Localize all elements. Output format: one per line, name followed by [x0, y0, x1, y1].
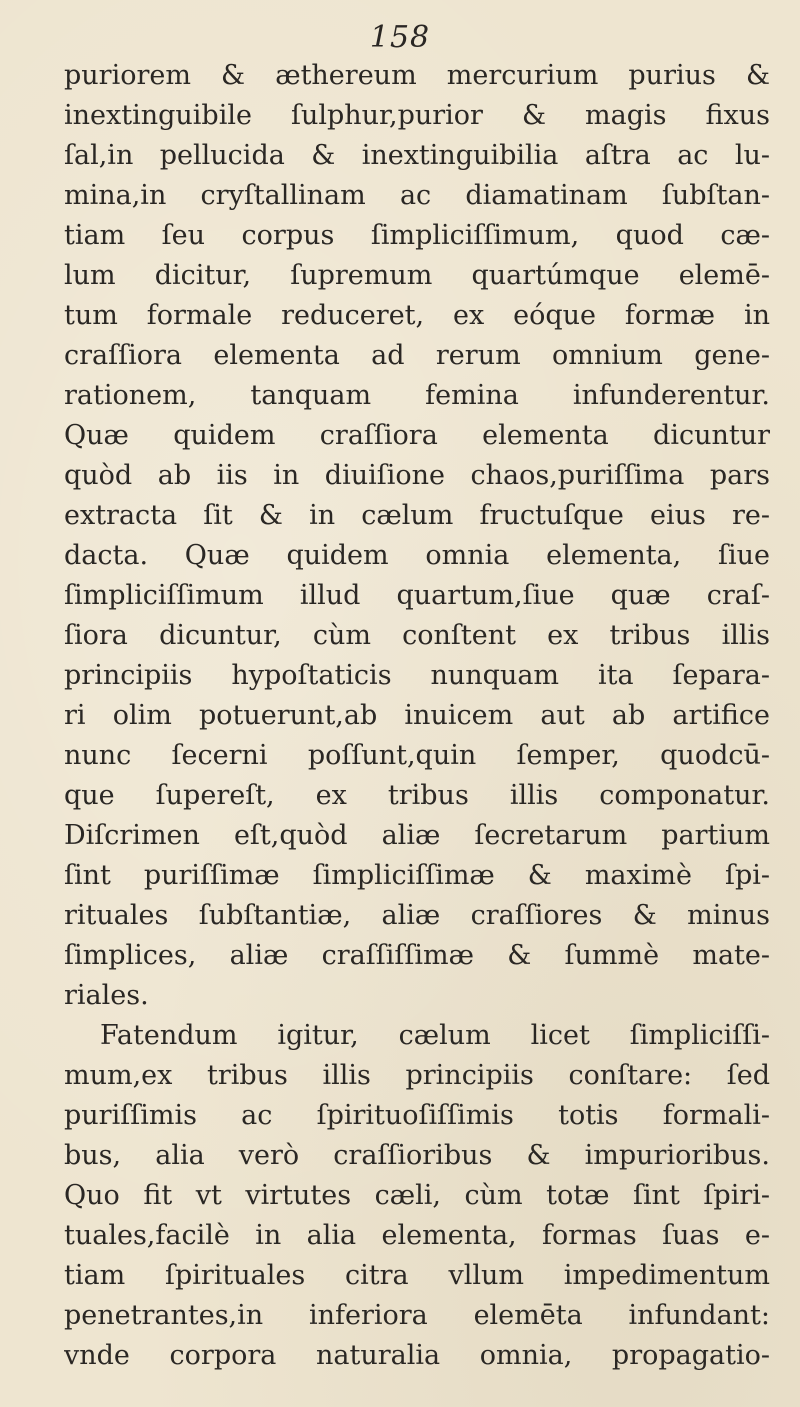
text-line: penetrantes,in inferiora elemēta infundant:	[64, 1300, 770, 1331]
page-number: 158	[369, 20, 431, 55]
text-line: Quo fit vt virtutes cæli, cùm totæ ſint ſpiri-	[64, 1180, 770, 1211]
text-line: dacta. Quæ quidem omnia elementa, ſiue	[64, 540, 770, 571]
text-line: Quæ quidem craſſiora elementa dicuntur	[64, 420, 770, 451]
text-line: Diſcrimen eſt,quòd aliæ ſecretarum partium	[64, 820, 770, 851]
text-line: tuales,facilè in alia elementa, formas ſuas e-	[64, 1220, 770, 1251]
text-line: ſiora dicuntur, cùm conſtent ex tribus illis	[64, 620, 770, 651]
text-line: ſint puriſſimæ ſimpliciſſimæ & maximè ſpi-	[64, 860, 770, 891]
text-line: que ſupereſt, ex tribus illis componatur.	[64, 780, 770, 811]
text-line: extracta ſit & in cælum fructuſque eius re-	[64, 500, 770, 531]
text-line: puriorem & æthereum mercurium purius &	[64, 60, 770, 91]
text-line: rationem, tanquam femina infunderentur.	[64, 380, 770, 411]
text-line: principiis hypoſtaticis nunquam ita ſepara-	[64, 660, 770, 691]
text-line: riales.	[64, 980, 149, 1011]
text-line: mum,ex tribus illis principiis conſtare: ſed	[64, 1060, 770, 1091]
text-line: ſimplices, aliæ craſſiſſimæ & ſummè mate-	[64, 940, 770, 971]
text-line: vnde corpora naturalia omnia, propagatio-	[64, 1340, 770, 1371]
text-line: mina,in cryſtallinam ac diamatinam ſubſtan-	[64, 180, 770, 211]
text-line: tiam ſpirituales citra vllum impedimentum	[64, 1260, 770, 1291]
text-line: craſſiora elementa ad rerum omnium gene-	[64, 340, 770, 371]
text-line: tiam ſeu corpus ſimpliciſſimum, quod cæ-	[64, 220, 770, 251]
text-line: tum formale reduceret, ex eóque formæ in	[64, 300, 770, 331]
text-line: inextinguibile ſulphur,purior & magis fixus	[64, 100, 770, 131]
text-line: Fatendum igitur, cælum licet ſimpliciſſi-	[100, 1020, 770, 1051]
text-line: ſimpliciſſimum illud quartum,ſiue quæ craſ-	[64, 580, 770, 611]
text-line: bus, alia verò craſſioribus & impurioribus.	[64, 1140, 770, 1171]
text-line: quòd ab iis in diuiſione chaos,puriſſima pars	[64, 460, 770, 491]
text-line: ri olim potuerunt,ab inuicem aut ab artifice	[64, 700, 770, 731]
text-line: ſal,in pellucida & inextinguibilia aſtra ac lu-	[64, 140, 770, 171]
text-line: nunc ſecerni poſſunt,quin ſemper, quodcū-	[64, 740, 770, 771]
text-line: rituales ſubſtantiæ, aliæ craſſiores & minus	[64, 900, 770, 931]
text-line: puriſſimis ac ſpirituoſiſſimis totis formali-	[64, 1100, 770, 1131]
text-line: lum dicitur, ſupremum quartúmque elemē-	[64, 260, 770, 291]
